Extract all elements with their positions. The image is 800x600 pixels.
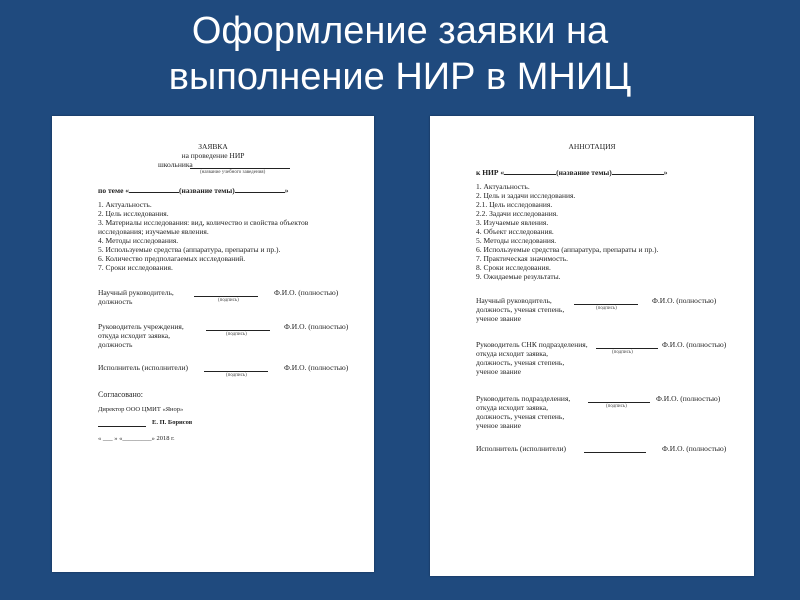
- school-hint: (название учебного заведения): [200, 170, 266, 175]
- sign-hint: (подпись): [226, 373, 247, 378]
- list-item: 4. Объект исследования.: [476, 227, 554, 236]
- list-item: 6. Используемые средства (аппаратура, препараты и пр.).: [476, 245, 659, 254]
- snk-head-sign-line: [596, 348, 658, 349]
- list-item: 6. Количество предполагаемых исследований.: [98, 254, 246, 263]
- list-item: 2.1. Цель исследования.: [476, 200, 553, 209]
- list-item: 5. Методы исследования.: [476, 236, 557, 245]
- performer-fio: Ф.И.О. (полностью): [284, 363, 349, 372]
- list-item: 9. Ожидаемые результаты.: [476, 272, 561, 281]
- topic-suffix: »: [663, 168, 668, 177]
- list-item: 4. Методы исследования.: [98, 236, 179, 245]
- snk-head-origin: откуда исходит заявка,: [476, 349, 549, 358]
- topic-prefix: к НИР «: [476, 168, 505, 177]
- school-underline: [190, 168, 290, 169]
- snk-head-title: ученое звание: [476, 367, 521, 376]
- date-line: « ___ » «_________» 2018 г.: [98, 435, 175, 442]
- topic-name: (название темы): [179, 186, 235, 195]
- institution-head-fio: Ф.И.О. (полностью): [284, 322, 349, 331]
- list-item: 2. Цель и задачи исследования.: [476, 191, 576, 200]
- performer-sign-line: [584, 452, 646, 453]
- performer-label: Исполнитель (исполнители): [98, 363, 188, 372]
- institution-head-position: должность: [98, 340, 133, 349]
- supervisor-fio: Ф.И.О. (полностью): [652, 296, 717, 305]
- dept-head-degree: должность, ученая степень,: [476, 412, 565, 421]
- sign-hint: (подпись): [218, 298, 239, 303]
- list-item: 3. Изучаемые явления.: [476, 218, 549, 227]
- sign-hint: (подпись): [612, 350, 633, 355]
- sign-hint: (подпись): [596, 306, 617, 311]
- performer-fio: Ф.И.О. (полностью): [662, 444, 727, 453]
- list-item: исследования; изучаемые явления.: [98, 227, 209, 236]
- annotation-topic-line: [476, 168, 668, 177]
- list-item: 2. Цель исследования.: [98, 209, 169, 218]
- institution-head-origin: откуда исходит заявка,: [98, 331, 171, 340]
- supervisor-title: ученое звание: [476, 314, 521, 323]
- annotation-page: [430, 116, 754, 576]
- supervisor-sign-line: [574, 304, 638, 305]
- institution-head-sign-line: [206, 330, 270, 331]
- dept-head-title: ученое звание: [476, 421, 521, 430]
- topic-name: (название темы): [556, 168, 612, 177]
- performer-label: Исполнитель (исполнители): [476, 444, 566, 453]
- slide-title-line-2: выполнение НИР в МНИЦ: [168, 56, 632, 98]
- school-label: школьника: [158, 160, 193, 169]
- list-item: 7. Практическая значимость.: [476, 254, 569, 263]
- topic-prefix: по теме «: [98, 186, 130, 195]
- annotation-items-list: [476, 182, 658, 281]
- dept-head-sign-line: [588, 402, 650, 403]
- application-heading: ЗАЯВКА: [198, 142, 228, 151]
- application-form-page: [52, 116, 374, 572]
- director-name: Е. П. Борисов: [152, 419, 193, 426]
- application-items-list: [98, 200, 308, 272]
- supervisor-label: Научный руководитель,: [98, 288, 174, 297]
- supervisor-label: Научный руководитель,: [476, 296, 552, 305]
- agreed-label: Согласовано:: [98, 390, 144, 399]
- supervisor-fio: Ф.И.О. (полностью): [274, 288, 339, 297]
- application-subheading: на проведение НИР: [181, 151, 245, 160]
- list-item: 7. Сроки исследования.: [98, 263, 173, 272]
- list-item: 1. Актуальность.: [476, 182, 530, 191]
- supervisor-degree: должность, ученая степень,: [476, 305, 565, 314]
- supervisor-sign-line: [194, 296, 258, 297]
- snk-head-label: Руководитель СНК подразделения,: [476, 340, 588, 349]
- dept-head-label: Руководитель подразделения,: [476, 394, 571, 403]
- topic-suffix: »: [284, 186, 289, 195]
- institution-head-label: Руководитель учреждения,: [98, 322, 184, 331]
- list-item: 8. Сроки исследования.: [476, 263, 551, 272]
- snk-head-degree: должность, ученая степень,: [476, 358, 565, 367]
- performer-sign-line: [204, 371, 268, 372]
- slide-title-line-1: Оформление заявки на: [191, 10, 609, 52]
- dept-head-origin: откуда исходит заявка,: [476, 403, 549, 412]
- list-item: 5. Используемые средства (аппаратура, препараты и пр.).: [98, 245, 281, 254]
- director-line: Директор ООО ЦМИТ «Янор»: [98, 406, 184, 413]
- snk-head-fio: Ф.И.О. (полностью): [662, 340, 727, 349]
- dept-head-fio: Ф.И.О. (полностью): [656, 394, 721, 403]
- sign-hint: (подпись): [226, 332, 247, 337]
- list-item: 3. Материалы исследования: вид, количество и свойства объектов: [98, 218, 309, 227]
- supervisor-position: должность: [98, 297, 133, 306]
- annotation-heading: АННОТАЦИЯ: [568, 142, 616, 151]
- director-sign-line: [98, 426, 146, 427]
- slide-title: [0, 8, 800, 100]
- list-item: 2.2. Задачи исследования.: [476, 209, 559, 218]
- topic-line: [98, 186, 289, 195]
- sign-hint: (подпись): [606, 404, 627, 409]
- list-item: 1. Актуальность.: [98, 200, 152, 209]
